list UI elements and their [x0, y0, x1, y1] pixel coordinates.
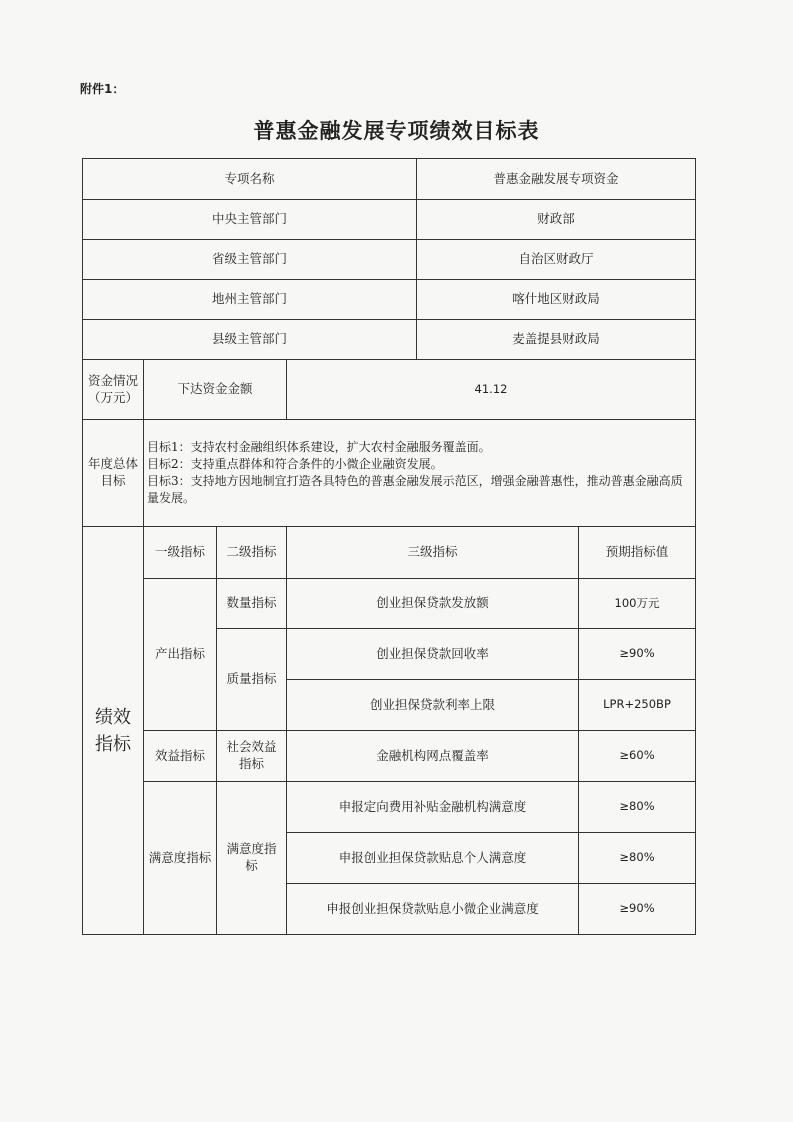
info-row: [83, 200, 696, 240]
indicator-value: ≥60%: [579, 731, 696, 782]
indicator-name: 创业担保贷款利率上限: [287, 680, 579, 731]
goal-line: 目标2：支持重点群体和符合条件的小微企业融资发展。: [147, 457, 443, 472]
indicator-value: 100万元: [579, 579, 696, 629]
quality-level2: 质量指标: [217, 629, 287, 731]
info-row: [83, 280, 696, 320]
info-label: 中央主管部门: [83, 200, 417, 240]
indicator-name: 申报定向费用补贴金融机构满意度: [287, 782, 579, 833]
info-value: 自治区财政厅: [417, 240, 696, 280]
indicator-value: ≥90%: [579, 884, 696, 935]
satisfaction-level1: 满意度指标: [144, 782, 217, 935]
attachment-label: 附件1：: [80, 82, 125, 96]
indicator-value: ≥80%: [579, 833, 696, 884]
indicator-name: 创业担保贷款回收率: [287, 629, 579, 680]
funds-label: 资金情况（万元）: [83, 360, 144, 420]
table-row: [83, 782, 696, 833]
goal-line: 目标3：支持地方因地制宜打造各具特色的普惠金融发展示范区，增强金融普惠性，推动普惠金融高质量发展。: [147, 474, 683, 505]
table-row: [83, 579, 696, 629]
info-label: 专项名称: [83, 159, 417, 200]
info-row: [83, 320, 696, 360]
indicator-value: ≥80%: [579, 782, 696, 833]
page-title: 普惠金融发展专项绩效目标表: [253, 119, 540, 143]
info-row: [83, 240, 696, 280]
annual-goal-row: [83, 420, 696, 527]
annual-goal-text: [144, 420, 696, 527]
goal-line: 目标1：支持农村金融组织体系建设，扩大农村金融服务覆盖面。: [147, 440, 491, 455]
info-row: [83, 159, 696, 200]
benefit-level1: 效益指标: [144, 731, 217, 782]
annual-goal-label: 年度总体目标: [83, 420, 144, 527]
header-expected-value: 预期指标值: [579, 527, 696, 579]
info-label: 县级主管部门: [83, 320, 417, 360]
info-value: 喀什地区财政局: [417, 280, 696, 320]
funds-item: 下达资金金额: [144, 360, 287, 420]
indicator-value: ≥90%: [579, 629, 696, 680]
indicator-name: 创业担保贷款发放额: [287, 579, 579, 629]
benefit-level2: 社会效益指标: [217, 731, 287, 782]
satisfaction-level2: 满意度指标: [217, 782, 287, 935]
header-level2: 二级指标: [217, 527, 287, 579]
performance-target-table: [82, 158, 696, 935]
info-value: 麦盖提县财政局: [417, 320, 696, 360]
indicator-name: 金融机构网点覆盖率: [287, 731, 579, 782]
indicator-value: LPR+250BP: [579, 680, 696, 731]
performance-label: 绩效指标: [83, 527, 144, 935]
info-value: 财政部: [417, 200, 696, 240]
performance-header-row: [83, 527, 696, 579]
header-level3: 三级指标: [287, 527, 579, 579]
indicator-name: 申报创业担保贷款贴息个人满意度: [287, 833, 579, 884]
header-level1: 一级指标: [144, 527, 217, 579]
quantity-level2: 数量指标: [217, 579, 287, 629]
info-value: 普惠金融发展专项资金: [417, 159, 696, 200]
output-level1: 产出指标: [144, 579, 217, 731]
info-label: 地州主管部门: [83, 280, 417, 320]
table-row: [83, 731, 696, 782]
funds-row: [83, 360, 696, 420]
funds-value: 41.12: [287, 360, 696, 420]
info-label: 省级主管部门: [83, 240, 417, 280]
indicator-name: 申报创业担保贷款贴息小微企业满意度: [287, 884, 579, 935]
